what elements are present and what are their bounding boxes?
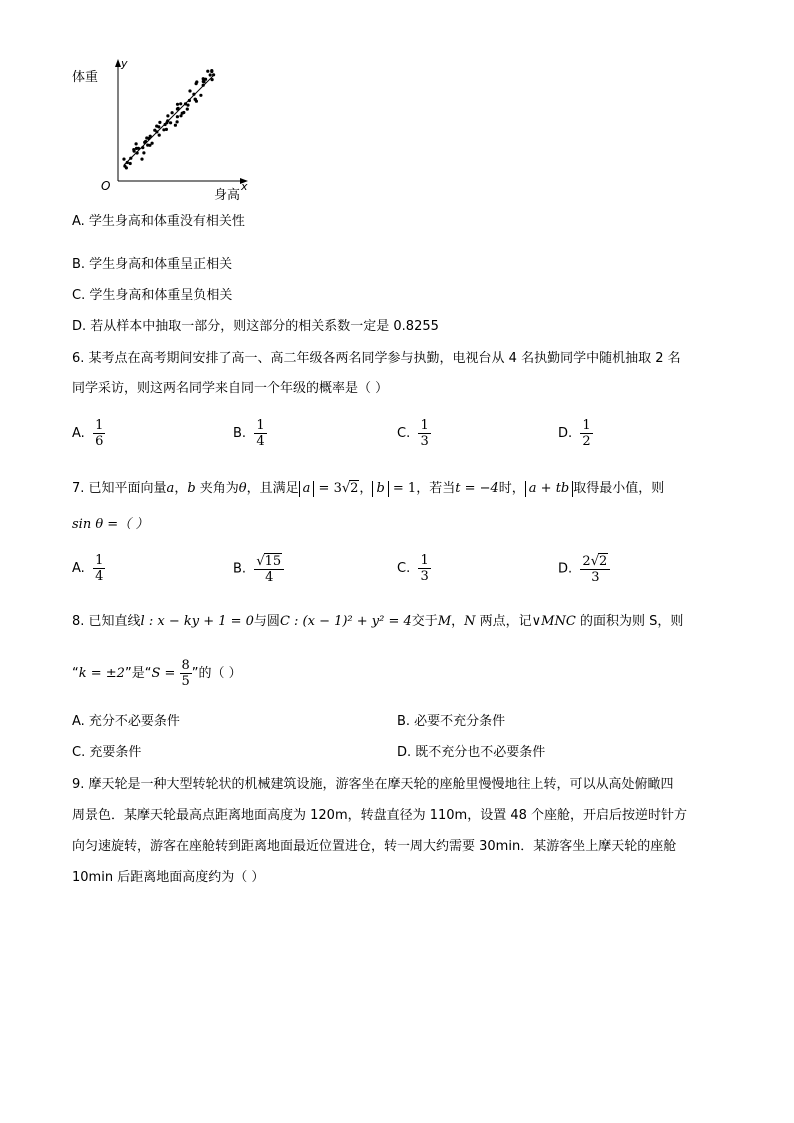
scatter-point (176, 103, 179, 106)
scatter-point (133, 150, 136, 153)
scatter-point (158, 134, 161, 137)
scatter-point (166, 114, 169, 117)
q8-option-d: D. 既不充分也不必要条件 (397, 745, 546, 760)
scatter-point (176, 120, 179, 123)
scatter-point (158, 121, 161, 124)
scatter-point (206, 70, 209, 73)
scatter-point (149, 135, 152, 138)
scatter-point (157, 125, 160, 128)
scatter-point (137, 147, 140, 150)
q8-option-c: C. 充要条件 (72, 745, 142, 760)
scatter-point (199, 94, 202, 97)
scatter-point (136, 151, 139, 154)
scatter-point (186, 104, 189, 107)
fraction: $\frac{8}{5}$ (181, 658, 190, 689)
scatter-point (211, 78, 214, 81)
x-axis-letter: x (241, 180, 248, 193)
scatter-point (122, 158, 125, 161)
fraction: $\frac{2√2}{3}$ (580, 553, 610, 585)
fraction: $\frac{1}{3}$ (420, 418, 429, 449)
q5-option-a: A. 学生身高和体重没有相关性 (72, 214, 245, 229)
q9-stem-line1: 9. 摩天轮是一种大型转轮状的机械建筑设施，游客坐在摩天轮的座舱里慢慢地往上转，可以从高处俯瞰四 (72, 777, 674, 792)
scatter-point (209, 73, 212, 76)
q6-stem-line1: 6. 某考点在高考期间安排了高一、高二年级各两名同学参与执勤，电视台从 4 名执勤同学中随机抽取 2 名 (72, 351, 681, 366)
fraction: $\frac{√15}{4}$ (254, 553, 284, 585)
q7-stem-line1: 7. 已知平面向量a，b 夹角为θ，且满足 a = 3√2， b = 1，若当t = −4时， a + tb 取得最小值，则 (72, 481, 665, 496)
q9-stem-line2: 周景色．某摩天轮最高点距离地面高度为 120m，转盘直径为 110m，设置 48 个座舱，开启后按逆时针方 (72, 808, 688, 823)
q8-option-a: A. 充分不必要条件 (72, 714, 180, 729)
q5-option-c: C. 学生身高和体重呈负相关 (72, 288, 233, 303)
scatter-point (151, 142, 154, 145)
q7-option-d: D. $\frac{2√2}{3}$ (558, 553, 610, 585)
y-axis-label: 体重 (72, 70, 99, 85)
scatter-point (179, 114, 182, 117)
y-axis-letter: y (121, 57, 128, 70)
scatter-point (194, 98, 197, 101)
scatter-point (195, 80, 198, 83)
scatter-point (164, 123, 167, 126)
q8-stem-line2: “k = ±2”是“S = $\frac{8}{5}$ ”的（ ） (72, 658, 242, 689)
q7-option-a: A. $\frac{1}{4}$ (72, 553, 104, 584)
q6-option-c: C. $\frac{1}{3}$ (397, 418, 429, 449)
scatter-point (129, 162, 132, 165)
scatter-point (188, 89, 191, 92)
scatter-point (141, 146, 144, 149)
scatter-point (210, 69, 213, 72)
scatter-point (202, 84, 205, 87)
scatter-point (126, 161, 129, 164)
scatter-point (135, 142, 138, 145)
scatter-point (129, 157, 132, 160)
scatter-point (182, 111, 185, 114)
q9-stem-line3: 向匀速旋转，游客在座舱转到距离地面最近位置进仓，转一周大约需要 30min．某游客坐上摩天轮的座舱 (72, 839, 677, 854)
scatter-point (144, 140, 147, 143)
q6-option-d: D. $\frac{1}{2}$ (558, 418, 591, 449)
scatter-point (177, 107, 180, 110)
q7-stem-line2: sin θ =（ ） (72, 517, 149, 532)
scatter-point (155, 130, 158, 133)
scatter-point (171, 111, 174, 114)
scatter-point (165, 128, 168, 131)
scatter-point (179, 102, 182, 105)
scatter-point (142, 151, 145, 154)
scatter-figure (68, 55, 258, 205)
fraction: $\frac{1}{4}$ (256, 418, 265, 449)
scatter-point (192, 93, 195, 96)
scatter-point (176, 115, 179, 118)
scatter-point (202, 80, 205, 83)
scatter-point (188, 99, 191, 102)
q5-option-b: B. 学生身高和体重呈正相关 (72, 257, 233, 272)
fraction: $\frac{1}{3}$ (420, 553, 429, 584)
q6-stem-line2: 同学采访，则这两名同学来自同一个年级的概率是（ ） (72, 381, 389, 396)
q8-option-b: B. 必要不充分条件 (397, 714, 506, 729)
fraction: $\frac{1}{4}$ (95, 553, 104, 584)
q6-option-b: B. $\frac{1}{4}$ (233, 418, 265, 449)
q6-option-a: A. $\frac{1}{6}$ (72, 418, 104, 449)
scatter-point (174, 124, 177, 127)
q7-option-b: B. $\frac{√15}{4}$ (233, 553, 284, 585)
scatter-point (186, 108, 189, 111)
q8-stem-line1: 8. 已知直线l : x − ky + 1 = 0与圆C : (x − 1)² + y² = 4交于M，N 两点，记∨MNC 的面积为则 S，则 (72, 614, 684, 629)
scatter-point (125, 166, 128, 169)
scatter-point (204, 78, 207, 81)
scatter-point (140, 158, 143, 161)
fraction: $\frac{1}{6}$ (95, 418, 104, 449)
origin-label: O (101, 179, 111, 193)
scatter-points (122, 69, 215, 170)
scatter-point (212, 73, 215, 76)
scatter-point (169, 121, 172, 124)
fraction: $\frac{1}{2}$ (582, 418, 591, 449)
q9-stem-line4: 10min 后距离地面高度约为（ ） (72, 870, 265, 885)
q7-option-c: C. $\frac{1}{3}$ (397, 553, 429, 584)
q5-option-d: D. 若从样本中抽取一部分，则这部分的相关系数一定是 0.8255 (72, 319, 439, 334)
x-axis-label: 身高 (214, 188, 241, 203)
scatter-point (166, 119, 169, 122)
